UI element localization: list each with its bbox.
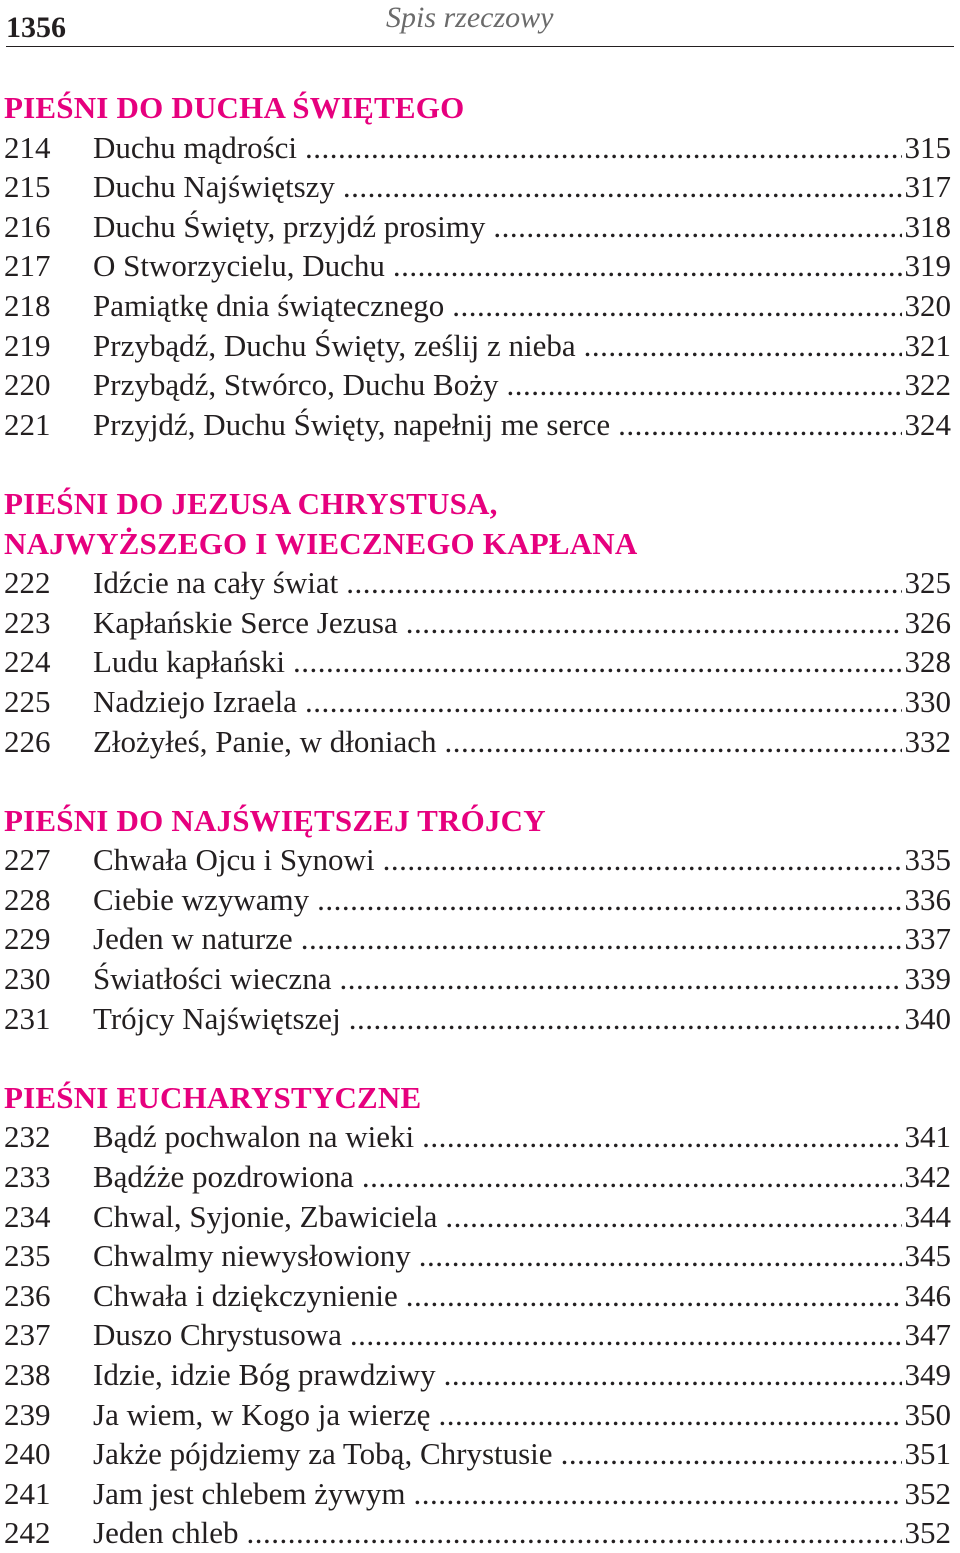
index-entry [4,1513,951,1553]
song-number: 231 [4,1000,51,1036]
song-number: 232 [4,1119,51,1155]
dot-leader [346,563,901,603]
dot-leader [349,999,902,1039]
song-number: 241 [4,1475,51,1511]
song-title: Jam jest chlebem żywym [93,1475,406,1511]
index-entry [4,326,951,366]
song-number: 238 [4,1357,51,1392]
song-title: Przybądź, Duchu Święty, ześlij z nieba [93,327,576,363]
page-reference: 321 [904,327,951,363]
song-number: 223 [4,604,51,640]
dot-leader [350,1315,902,1355]
page-reference: 344 [904,1198,951,1234]
index-entry [4,128,951,168]
index-entry [4,1434,951,1474]
song-title: Idzie, idzie Bóg prawdziwy [93,1357,436,1392]
song-title: Nadziejo Izraela [93,683,297,719]
song-title: Duchu mądrości [93,129,298,165]
page-reference: 317 [904,169,951,205]
dot-leader [561,1434,902,1474]
index-section [4,484,951,761]
page-number: 1356 [6,11,66,44]
index-entry [4,1236,951,1276]
page-reference: 320 [904,287,951,323]
page-reference: 324 [904,406,951,442]
dot-leader [293,642,902,682]
dot-leader [584,326,902,366]
song-number: 220 [4,367,51,403]
index-entry [4,1395,951,1435]
song-title: Przyjdź, Duchu Święty, napełnij me serce [93,406,611,442]
song-number: 239 [4,1396,51,1432]
dot-leader [343,167,902,207]
song-title: Chwalmy niewysłowiony [93,1238,411,1274]
song-number: 229 [4,921,51,957]
dot-leader [445,722,902,762]
section-heading: PIEŚNI DO NAJŚWIĘTSZEJ TRÓJCY [4,802,546,838]
song-number: 222 [4,565,51,601]
song-title: Pamiątkę dnia świątecznego [93,287,445,323]
index-entry [4,286,951,326]
song-number: 228 [4,881,51,917]
dot-leader [445,1197,901,1237]
dot-leader [507,365,902,405]
song-number: 214 [4,129,51,165]
index-entry [4,919,951,959]
index-entry [4,405,951,445]
song-number: 215 [4,169,51,205]
page-reference: 322 [904,367,951,403]
page-reference: 341 [904,1119,951,1155]
dot-leader [444,1355,902,1395]
song-number: 219 [4,327,51,363]
song-title: Przybądź, Stwórco, Duchu Boży [93,367,499,403]
song-number: 233 [4,1159,51,1195]
song-title: Idźcie na cały świat [93,565,339,601]
song-number: 224 [4,644,51,680]
section-heading: PIEŚNI DO DUCHA ŚWIĘTEGO [4,90,465,125]
song-title: Bądź pochwalon na wieki [93,1119,415,1155]
dot-leader [422,1117,901,1157]
index-entry [4,880,951,920]
index-entry [4,246,951,286]
song-title: Chwała i dziękczynienie [93,1277,398,1313]
song-number: 236 [4,1277,51,1313]
index-entry [4,999,951,1039]
dot-leader [406,603,902,643]
song-number: 216 [4,208,51,244]
page-reference: 346 [904,1277,951,1313]
dot-leader [362,1157,902,1197]
page-reference: 352 [904,1475,951,1511]
page-reference: 349 [904,1357,951,1392]
page-reference: 347 [904,1317,951,1353]
song-number: 217 [4,248,51,284]
page-reference: 339 [904,961,951,997]
section-heading: NAJWYŻSZEGO I WIECZNEGO KAPŁANA [4,525,638,561]
song-number: 226 [4,723,51,759]
page-reference: 330 [904,683,951,719]
page-reference: 351 [904,1436,951,1472]
song-number: 234 [4,1198,51,1234]
song-title: O Stworzycielu, Duchu [93,248,385,284]
index-entry [4,682,951,722]
dot-leader [406,1276,902,1316]
song-title: Jeden chleb [93,1515,239,1551]
index-section [4,801,951,1039]
dot-leader [618,405,901,445]
index-entry [4,1355,951,1395]
page-reference: 325 [904,565,951,601]
page-reference: 350 [904,1396,951,1432]
song-title: Jeden w naturze [93,921,293,957]
song-number: 227 [4,842,51,878]
index-entry [4,1474,951,1514]
page-reference: 352 [904,1515,951,1551]
song-title: Chwała Ojcu i Synowi [93,842,375,878]
dot-leader [419,1236,902,1276]
dot-leader [493,207,901,247]
index-entry [4,603,951,643]
index-entry [4,1157,951,1197]
dot-leader [383,840,902,880]
dot-leader [452,286,901,326]
index-entry [4,207,951,247]
page-reference: 336 [904,881,951,917]
song-number: 242 [4,1515,51,1551]
index-entry [4,563,951,603]
song-title: Światłości wieczna [93,961,332,997]
page-reference: 319 [904,248,951,284]
page-reference: 342 [904,1159,951,1195]
song-number: 240 [4,1436,51,1472]
song-title: Duchu Najświętszy [93,169,335,205]
song-number: 235 [4,1238,51,1274]
index-entry [4,642,951,682]
song-title: Ciebie wzywamy [93,881,310,917]
running-head [6,0,954,47]
page-reference: 315 [904,129,951,165]
page-reference: 335 [904,842,951,878]
index-entry [4,1117,951,1157]
dot-leader [301,919,902,959]
page-reference: 326 [904,604,951,640]
song-title: Duszo Chrystusowa [93,1317,342,1353]
index-entry [4,1197,951,1237]
section-heading: PIEŚNI EUCHARYSTYCZNE [4,1079,422,1115]
index-section [4,1078,951,1553]
section-heading: PIEŚNI DO JEZUSA CHRYSTUSA, [4,485,498,521]
index-entry [4,1276,951,1316]
song-title: Chwal, Syjonie, Zbawiciela [93,1198,438,1234]
index-entry [4,959,951,999]
dot-leader [339,959,901,999]
song-number: 218 [4,287,51,323]
page-reference: 332 [904,723,951,759]
song-title: Ludu kapłański [93,644,285,680]
song-title: Kapłańskie Serce Jezusa [93,604,398,640]
song-title: Bądźże pozdrowiona [93,1159,354,1195]
index-entry [4,1315,951,1355]
dot-leader [393,246,902,286]
page-reference: 345 [904,1238,951,1274]
page-reference: 337 [904,921,951,957]
page-reference: 318 [904,208,951,244]
table-of-contents [4,88,951,1553]
song-title: Duchu Święty, przyjdź prosimy [93,208,486,244]
dot-leader [305,128,901,168]
page-reference: 328 [904,644,951,680]
song-title: Złożyłeś, Panie, w dłoniach [93,723,437,759]
dot-leader [317,880,901,920]
dot-leader [305,682,902,722]
song-title: Trójcy Najświętszej [93,1000,341,1036]
song-title: Ja wiem, w Kogo ja wierzę [93,1396,431,1432]
song-number: 225 [4,683,51,719]
running-title: Spis rzeczowy [386,1,554,34]
index-entry [4,167,951,207]
song-number: 221 [4,406,51,442]
index-entry [4,365,951,405]
page-reference: 340 [904,1000,951,1036]
index-entry [4,840,951,880]
index-entry [4,722,951,762]
dot-leader [246,1513,901,1553]
index-section [4,88,951,444]
dot-leader [438,1395,901,1435]
song-number: 237 [4,1317,51,1353]
song-number: 230 [4,961,51,997]
song-title: Jakże pójdziemy za Tobą, Chrystusie [93,1436,553,1472]
dot-leader [414,1474,902,1514]
